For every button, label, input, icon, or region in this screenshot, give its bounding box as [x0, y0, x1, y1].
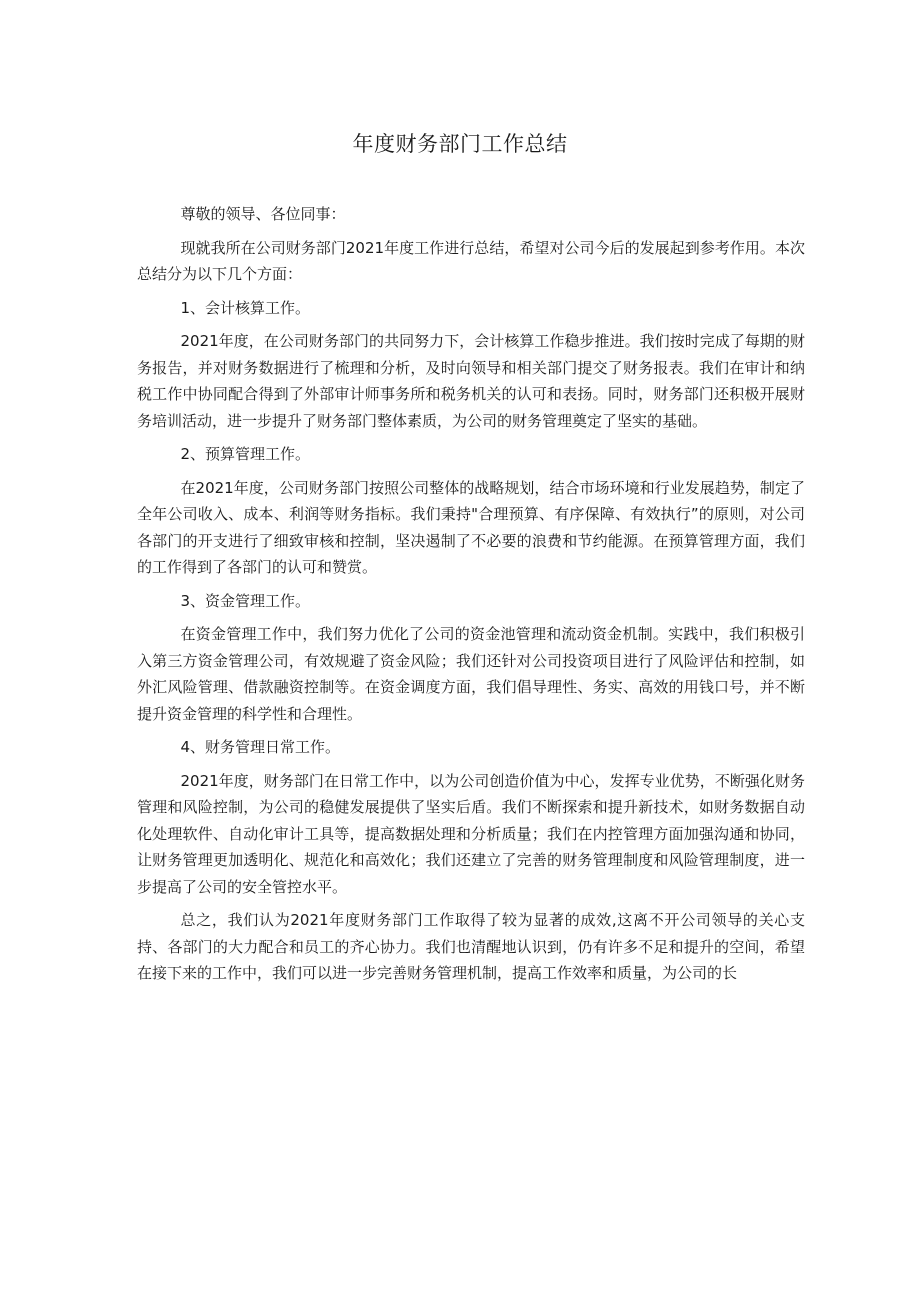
accounting-paragraph: 2021年度，在公司财务部门的共同努力下，会计核算工作稳步推进。我们按时完成了每期的财务报告，并对财务数据进行了梳理和分析，及时向领导和相关部门提交了财务报表。我们在审计和纳税工作中协同配合得到了外部审计师事务所和税务机关的认可和表扬。同时，财务部门还积极开展财务培训活动，进一步提升了财务部门整体素质，为公司的财务管理奠定了坚实的基础。	[137, 332, 805, 430]
section-heading-budget: 2、预算管理工作。	[180, 445, 311, 463]
budget-paragraph: 在2021年度，公司财务部门按照公司整体的战略规划，结合市场环境和行业发展趋势，制定了全年公司收入、成本、利润等财务指标。我们秉持"合理预算、有序保障、有效执行”的原则，对公司各部门的开支进行了细致审核和控制，坚决遏制了不必要的浪费和节约能源。在预算管理方面，我们的工作得到了各部门的认可和赞赏。	[137, 478, 805, 576]
section-heading-funds: 3、资金管理工作。	[180, 591, 311, 610]
funds-paragraph: 在资金管理工作中，我们努力优化了公司的资金池管理和流动资金机制。实践中，我们积极引入第三方资金管理公司，有效规避了资金风险；我们还针对公司投资项目进行了风险评估和控制，如外汇风险管理、借款融资控制等。在资金调度方面，我们倡导理性、务实、高效的用钱口号，并不断提升资金管理的科学性和合理性。	[137, 625, 805, 723]
document-title: 年度财务部门工作总结	[352, 132, 568, 156]
intro-paragraph: 现就我所在公司财务部门2021年度工作进行总结，希望对公司今后的发展起到参考作用。本次总结分为以下几个方面：	[137, 238, 805, 283]
section-heading-accounting: 1、会计核算工作。	[180, 298, 311, 317]
section-heading-daily: 4、财务管理日常工作。	[180, 738, 341, 756]
daily-paragraph: 2021年度，财务部门在日常工作中，以为公司创造价值为中心，发挥专业优势，不断强化财务管理和风险控制，为公司的稳健发展提供了坚实后盾。我们不断探索和提升新技术，如财务数据自动化处理软件、自动化审计工具等，提高数据处理和分析质量；我们在内控管理方面加强沟通和协同，让财务管理更加透明化、规范化和高效化；我们还建立了完善的财务管理制度和风险管理制度，进一步提高了公司的安全管控水平。	[137, 771, 805, 896]
document-body	[137, 201, 805, 994]
salutation: 尊敬的领导、各位同事：	[180, 205, 346, 223]
conclusion-paragraph: 总之，我们认为2021年度财务部门工作取得了较为显著的成效,这离不开公司领导的关心支持、各部门的大力配合和员工的齐心协力。我们也清醒地认识到，仍有许多不足和提升的空间，希望在接下来的工作中，我们可以进一步完善财务管理机制，提高工作效率和质量，为公司的长	[137, 911, 805, 982]
